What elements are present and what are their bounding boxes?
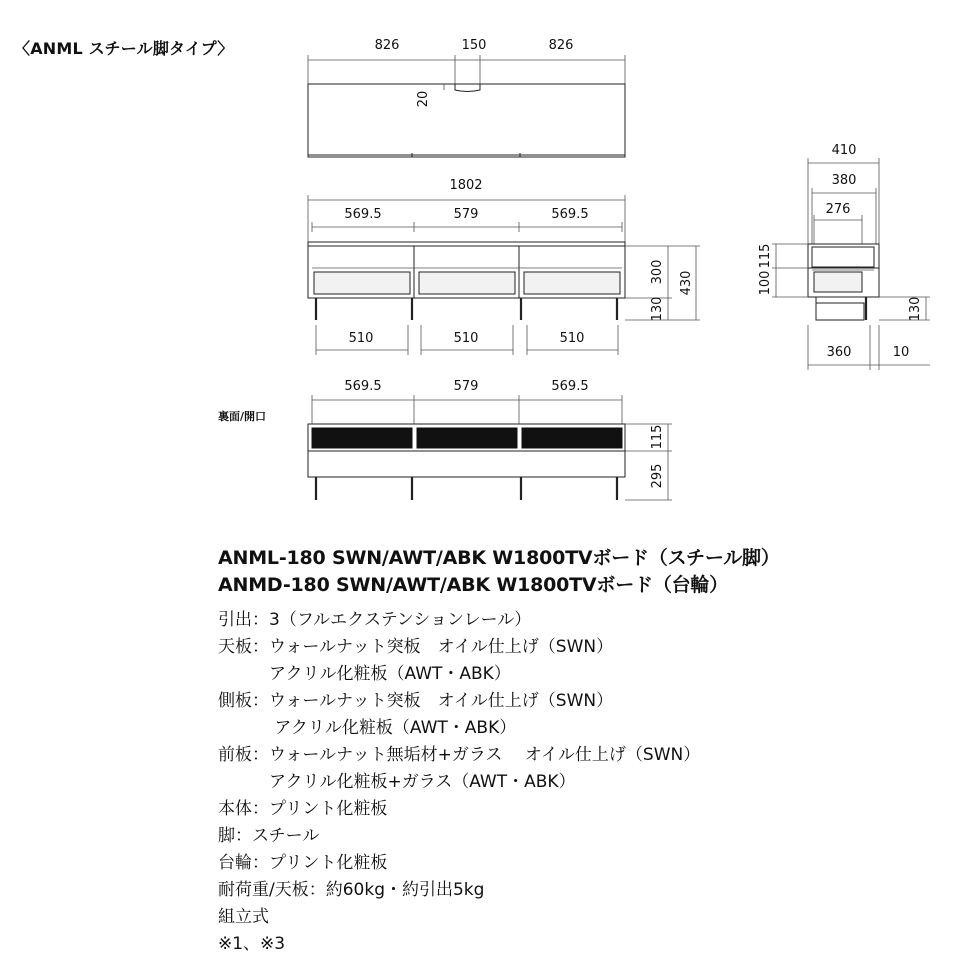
spec-line-10: 台輪：プリント化粧板: [218, 853, 388, 873]
front-upper-dim-2: 579: [453, 207, 479, 222]
side-depth-410: 410: [831, 143, 857, 158]
top-dim-left: 826: [374, 38, 400, 53]
model-name-2: ANMD-180 SWN/AWT/ABK W1800TVボード（台輪）: [218, 574, 729, 596]
top-view: [308, 38, 625, 157]
side-depth-380: 380: [831, 173, 857, 188]
rear-dim-3: 569.5: [551, 379, 589, 394]
front-overall-width: 1802: [449, 178, 483, 193]
page-title: 〈ANML スチール脚タイプ〉: [14, 39, 234, 58]
rear-dim-2: 579: [453, 379, 479, 394]
front-lower-dim-2: 510: [453, 331, 479, 346]
front-lower-dim-3: 510: [559, 331, 585, 346]
top-depth-note: 20: [416, 90, 431, 108]
spec-line-11: 耐荷重/天板：約60kg・約引出5kg: [218, 880, 485, 900]
side-view: [758, 143, 930, 370]
side-left-115: 115: [758, 243, 773, 269]
side-bottom-360: 360: [826, 345, 852, 360]
front-lower-dim-1: 510: [348, 331, 374, 346]
spec-line-12: 組立式: [218, 907, 269, 927]
top-dim-center: 150: [461, 38, 487, 53]
rear-height-295: 295: [650, 463, 665, 489]
spec-line-2: 天板：ウォールナット突板 オイル仕上げ（SWN）: [218, 637, 614, 657]
rear-view: [308, 379, 672, 500]
rear-height-115: 115: [650, 424, 665, 450]
front-height-130: 130: [650, 296, 665, 322]
side-right-130: 130: [908, 296, 923, 322]
front-upper-dim-3: 569.5: [551, 207, 589, 222]
spec-line-6: 前板：ウォールナット無垢材+ガラス オイル仕上げ（SWN）: [218, 745, 701, 765]
side-bottom-10: 10: [892, 345, 910, 360]
side-depth-276: 276: [825, 202, 851, 217]
spec-line-4: 側板：ウォールナット突板 オイル仕上げ（SWN）: [218, 691, 614, 711]
top-dim-right: 826: [548, 38, 574, 53]
rear-view-label: 裏面/開口: [218, 410, 267, 423]
spec-line-8: 本体：プリント化粧板: [218, 799, 388, 819]
spec-line-3: アクリル化粧板（AWT・ABK）: [218, 664, 511, 684]
spec-line-1: 引出：3（フルエクステンションレール）: [218, 610, 532, 630]
spec-line-5: アクリル化粧板（AWT・ABK）: [218, 718, 517, 738]
front-upper-dim-1: 569.5: [344, 207, 382, 222]
spec-line-9: 脚：スチール: [218, 826, 320, 846]
spec-line-13: ※1、※3: [218, 934, 286, 954]
spec-line-7: アクリル化粧板+ガラス（AWT・ABK）: [218, 772, 576, 792]
model-name-1: ANML-180 SWN/AWT/ABK W1800TVボード（スチール脚）: [218, 547, 780, 569]
front-height-430: 430: [679, 270, 694, 296]
side-left-100: 100: [758, 270, 773, 296]
front-view: [308, 178, 700, 355]
rear-dim-1: 569.5: [344, 379, 382, 394]
front-height-300: 300: [650, 259, 665, 285]
